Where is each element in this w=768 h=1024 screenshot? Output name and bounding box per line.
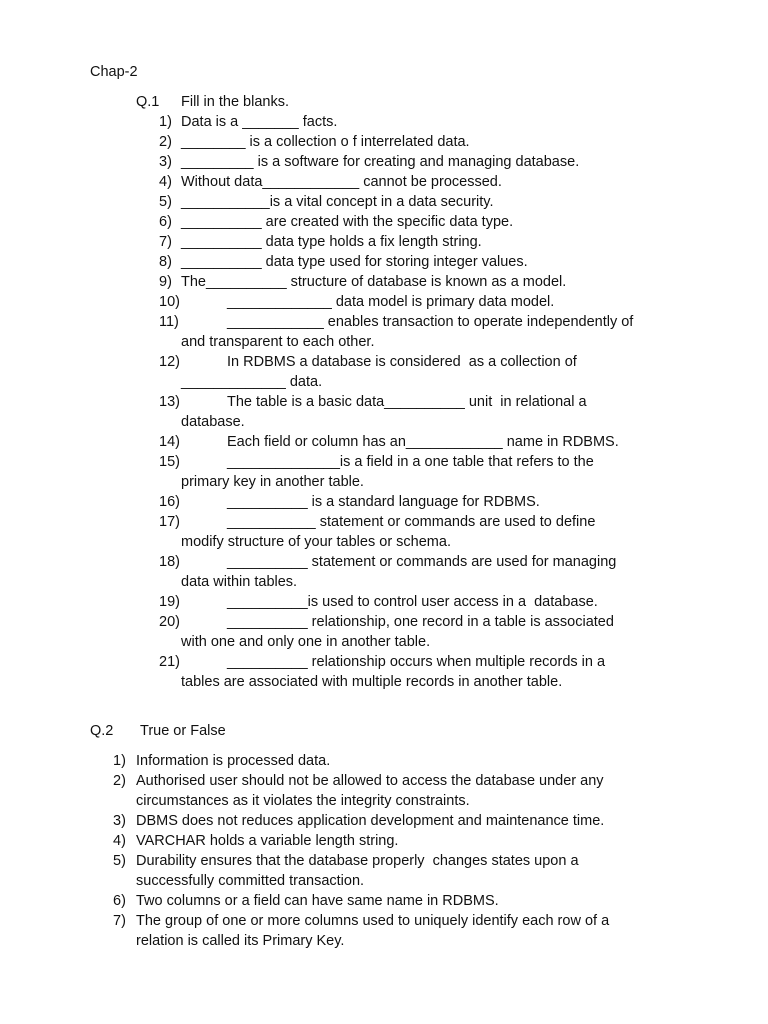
q1-number: Q.1 bbox=[136, 94, 160, 110]
q1-item-number: 13) bbox=[159, 394, 180, 410]
q2-item-text: DBMS does not reduces application development and maintenance time. bbox=[136, 813, 605, 829]
q1-item-text: __________is used to control user access in a database. bbox=[227, 594, 598, 610]
q1-item-text: Each field or column has an____________ name in RDBMS. bbox=[227, 434, 619, 450]
q2-item-text: Durability ensures that the database properly changes states upon a bbox=[136, 853, 579, 869]
q2-item-text: Authorised user should not be allowed to access the database under any bbox=[136, 773, 604, 789]
q2-number: Q.2 bbox=[90, 723, 114, 739]
q1-item-number: 9) bbox=[159, 274, 172, 290]
q1-item-number: 5) bbox=[159, 194, 172, 210]
q1-item-text: and transparent to each other. bbox=[181, 334, 375, 350]
q2-item-text: Two columns or a field can have same name in RDBMS. bbox=[136, 893, 499, 909]
q1-item-text: _____________ data model is primary data model. bbox=[227, 294, 555, 310]
q1-item-text: _________ is a software for creating and managing database. bbox=[181, 154, 580, 170]
q2-item-text: The group of one or more columns used to uniquely identify each row of a bbox=[136, 913, 610, 929]
q1-item-text: ___________ statement or commands are used to define bbox=[227, 514, 596, 530]
q1-item-number: 1) bbox=[159, 114, 172, 130]
q1-item-text: Without data____________ cannot be processed. bbox=[181, 174, 502, 190]
q1-item-text: ______________is a field in a one table that refers to the bbox=[227, 454, 594, 470]
q2-item-text: successfully committed transaction. bbox=[136, 873, 365, 889]
q1-item-number: 19) bbox=[159, 594, 180, 610]
q1-item-text: primary key in another table. bbox=[181, 474, 364, 490]
q1-item-text: _____________ data. bbox=[181, 374, 323, 390]
q1-item-number: 11) bbox=[159, 314, 179, 330]
q2-item-text: Information is processed data. bbox=[136, 753, 331, 769]
q2-item-number: 2) bbox=[113, 773, 126, 789]
q1-item-text: modify structure of your tables or schema. bbox=[181, 534, 451, 550]
q1-item-number: 7) bbox=[159, 234, 172, 250]
q1-item-text: ___________is a vital concept in a data security. bbox=[181, 194, 494, 210]
q2-heading: True or False bbox=[140, 723, 226, 739]
q2-item-number: 4) bbox=[113, 833, 126, 849]
q1-item-text: __________ are created with the specific data type. bbox=[181, 214, 514, 230]
q1-item-number: 20) bbox=[159, 614, 180, 630]
q1-item-text: The__________ structure of database is known as a model. bbox=[181, 274, 567, 290]
q1-item-number: 12) bbox=[159, 354, 180, 370]
q1-item-number: 14) bbox=[159, 434, 180, 450]
q1-item-number: 10) bbox=[159, 294, 180, 310]
q1-item-text: database. bbox=[181, 414, 245, 430]
q1-item-text: __________ relationship occurs when multiple records in a bbox=[227, 654, 606, 670]
q2-item-text: relation is called its Primary Key. bbox=[136, 933, 345, 949]
q1-item-number: 4) bbox=[159, 174, 172, 190]
q2-item-number: 1) bbox=[113, 753, 126, 769]
q1-item-text: Data is a _______ facts. bbox=[181, 114, 338, 130]
q1-item-text: In RDBMS a database is considered as a collection of bbox=[227, 354, 577, 370]
chapter-title: Chap-2 bbox=[90, 64, 138, 80]
q1-item-text: ________ is a collection o f interrelated data. bbox=[181, 134, 470, 150]
q1-item-number: 21) bbox=[159, 654, 180, 670]
q1-item-number: 3) bbox=[159, 154, 172, 170]
q2-item-number: 6) bbox=[113, 893, 126, 909]
q2-item-text: VARCHAR holds a variable length string. bbox=[136, 833, 399, 849]
q1-item-number: 18) bbox=[159, 554, 180, 570]
q1-item-text: __________ data type holds a fix length string. bbox=[181, 234, 482, 250]
q1-item-number: 17) bbox=[159, 514, 180, 530]
q1-item-text: ____________ enables transaction to operate independently of bbox=[227, 314, 634, 330]
q2-item-number: 3) bbox=[113, 813, 126, 829]
q1-item-number: 2) bbox=[159, 134, 172, 150]
q1-item-text: data within tables. bbox=[181, 574, 298, 590]
q1-item-text: __________ statement or commands are used for managing bbox=[227, 554, 617, 570]
q1-item-number: 15) bbox=[159, 454, 180, 470]
q2-item-number: 5) bbox=[113, 853, 126, 869]
q2-item-number: 7) bbox=[113, 913, 126, 929]
q1-item-number: 6) bbox=[159, 214, 172, 230]
q1-item-text: The table is a basic data__________ unit in relational a bbox=[227, 394, 587, 410]
q1-item-number: 16) bbox=[159, 494, 180, 510]
q2-item-text: circumstances as it violates the integrity constraints. bbox=[136, 793, 470, 809]
q1-item-text: __________ is a standard language for RDBMS. bbox=[227, 494, 540, 510]
q1-heading: Fill in the blanks. bbox=[181, 94, 289, 110]
q1-item-text: tables are associated with multiple records in another table. bbox=[181, 674, 563, 690]
q1-item-text: __________ data type used for storing integer values. bbox=[181, 254, 528, 270]
q1-item-text: __________ relationship, one record in a table is associated bbox=[227, 614, 614, 630]
q1-item-number: 8) bbox=[159, 254, 172, 270]
q1-item-text: with one and only one in another table. bbox=[181, 634, 431, 650]
